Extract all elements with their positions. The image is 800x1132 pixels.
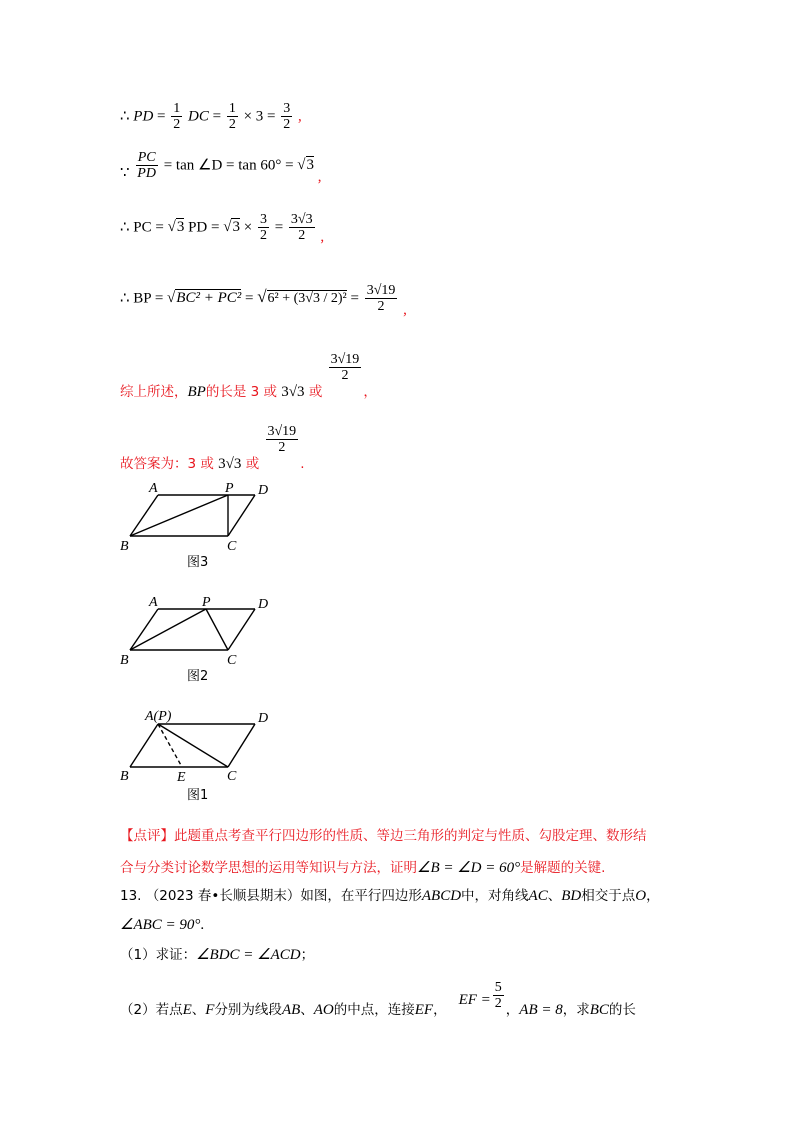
problem-text: ，求 xyxy=(562,1001,590,1018)
math-text: BC xyxy=(589,1001,609,1018)
sqrt: √3 xyxy=(223,219,240,236)
sqrt: √3 xyxy=(167,219,185,236)
therefore-symbol: ∴ xyxy=(120,108,130,125)
math-text: O xyxy=(635,888,647,904)
math-text: ∠BDC = ∠ACD xyxy=(196,947,301,963)
sqrt: √6² + (3√3 / 2)² xyxy=(257,287,347,307)
fraction: $\frac{3}{2}$ xyxy=(259,212,267,244)
solution-line-2 xyxy=(120,150,322,186)
math-text: AO xyxy=(313,1001,334,1018)
math-text: = tan ∠D = tan 60° = xyxy=(163,157,298,174)
problem-text: ， xyxy=(433,1001,447,1018)
answer-text: 或 xyxy=(241,455,264,472)
math-text: × 3 = xyxy=(243,108,276,125)
label-c: C xyxy=(227,653,237,668)
figure-caption: 图2 xyxy=(187,669,209,684)
problem-text: 、 xyxy=(547,888,562,904)
label-p: P xyxy=(225,481,234,496)
math-text: AB xyxy=(281,1001,301,1018)
comment-line-2 xyxy=(120,858,605,878)
problem-text: 、 xyxy=(300,1001,314,1018)
problem-text: 的中点，连接 xyxy=(333,1001,415,1018)
label-e: E xyxy=(177,770,186,785)
fraction: $\frac{1}{2}$ xyxy=(228,101,236,133)
comment-text: 【点评】此题重点考查平行四边形的性质、等边三角形的判定与性质、勾股定理、数形结 xyxy=(120,828,647,844)
problem-text: 13. （2023 春•长顺县期末）如图，在平行四边形 xyxy=(120,888,422,904)
math-text: 3√3 xyxy=(281,383,305,400)
solution-line-4 xyxy=(120,283,407,319)
label-b: B xyxy=(120,539,129,554)
summary-line xyxy=(120,352,377,400)
fraction: $\frac{5}{2}$ xyxy=(494,980,502,1012)
math-text: = xyxy=(157,108,166,125)
problem-text: 分别为线段 xyxy=(214,1001,282,1018)
math-text: ∴ BP = xyxy=(120,290,168,307)
math-text: PD xyxy=(133,108,154,125)
math-text: BD xyxy=(561,888,582,904)
label-d: D xyxy=(258,711,269,726)
label-ap: A(P) xyxy=(145,709,172,724)
solution-line-3 xyxy=(120,212,324,244)
math-text: 3√3 xyxy=(218,455,242,472)
math-text: . xyxy=(200,917,205,933)
solution-line-1 xyxy=(120,101,302,133)
math-text: BP xyxy=(187,383,206,400)
answer-text: . xyxy=(300,455,305,472)
answer-label: 故答案为：3 或 xyxy=(120,455,219,472)
label-b: B xyxy=(120,769,129,784)
problem-text: 相交于点 xyxy=(581,888,636,904)
math-text: , xyxy=(320,229,325,246)
comment-text: 是解题的关键. xyxy=(520,860,606,876)
problem-text: ； xyxy=(300,947,315,963)
label-d: D xyxy=(258,483,269,498)
math-text: = xyxy=(274,219,287,236)
fraction: $\frac{3√19}{2}$ xyxy=(330,352,360,384)
problem-text: 中，对角线 xyxy=(461,888,529,904)
math-text: = xyxy=(244,290,258,307)
math-text: ∠B = ∠D = 60° xyxy=(417,860,521,876)
answer-line xyxy=(120,424,305,472)
label-c: C xyxy=(227,539,237,554)
summary-text: 或 xyxy=(304,383,327,400)
math-text: , xyxy=(403,302,407,319)
label-d: D xyxy=(258,597,269,612)
summary-text: 的长是 3 或 xyxy=(205,383,282,400)
math-text: AC xyxy=(528,888,548,904)
figure-2 xyxy=(115,593,285,685)
label-p: P xyxy=(202,595,211,610)
fraction: $\frac{3√19}{2}$ xyxy=(366,283,396,315)
problem-text: 的长 xyxy=(608,1001,636,1018)
math-text: E xyxy=(182,1001,192,1018)
fraction: $\frac{3√19}{2}$ xyxy=(267,424,297,456)
problem-text: 、 xyxy=(191,1001,206,1018)
math-text: PD = xyxy=(188,219,224,236)
figure-caption: 图1 xyxy=(187,788,209,803)
problem-13-part-1 xyxy=(120,945,314,965)
problem-13-stem xyxy=(120,886,660,906)
fraction: $\frac{PC}{PD}$ xyxy=(137,150,156,182)
because-symbol: ∵ xyxy=(120,165,130,182)
math-text: EF = xyxy=(458,991,491,1008)
math-text: = xyxy=(350,290,363,307)
summary-text: ， xyxy=(363,383,377,400)
math-text: AB = 8 xyxy=(519,1001,563,1018)
problem-13-condition xyxy=(120,915,204,934)
math-text: × xyxy=(243,219,256,236)
summary-label: 综上所述， xyxy=(120,383,188,400)
math-text: , xyxy=(298,108,302,125)
problem-text: ， xyxy=(646,888,660,904)
fraction: $\frac{1}{2}$ xyxy=(173,101,181,133)
problem-13-part-2 xyxy=(120,980,636,1018)
comment-text: 合与分类讨论数学思想的运用等知识与方法，证明 xyxy=(120,860,417,876)
problem-text: （1）求证： xyxy=(120,947,197,963)
math-text: ∠ABC = 90° xyxy=(120,917,201,933)
math-text: DC xyxy=(188,108,209,125)
math-text: = xyxy=(212,108,222,125)
math-text: F xyxy=(205,1001,215,1018)
math-text: ABCD xyxy=(421,888,462,904)
figure-caption: 图3 xyxy=(187,555,209,570)
math-text: ∴ PC = xyxy=(120,219,168,236)
math-text: EF xyxy=(414,1001,434,1018)
math-text: , xyxy=(317,169,322,186)
comment-line-1 xyxy=(120,826,647,846)
label-a: A xyxy=(149,481,158,496)
figure-1 xyxy=(115,704,285,804)
label-b: B xyxy=(120,653,129,668)
figure-3 xyxy=(115,478,285,570)
fraction: $\frac{3√3}{2}$ xyxy=(290,212,313,244)
label-a: A xyxy=(149,595,158,610)
sqrt: √BC² + PC² xyxy=(167,290,242,307)
label-c: C xyxy=(227,769,237,784)
sqrt: √3 xyxy=(297,157,315,174)
problem-text: ， xyxy=(505,1001,520,1018)
fraction: $\frac{3}{2}$ xyxy=(283,101,291,133)
problem-text: （2）若点 xyxy=(120,1001,183,1018)
